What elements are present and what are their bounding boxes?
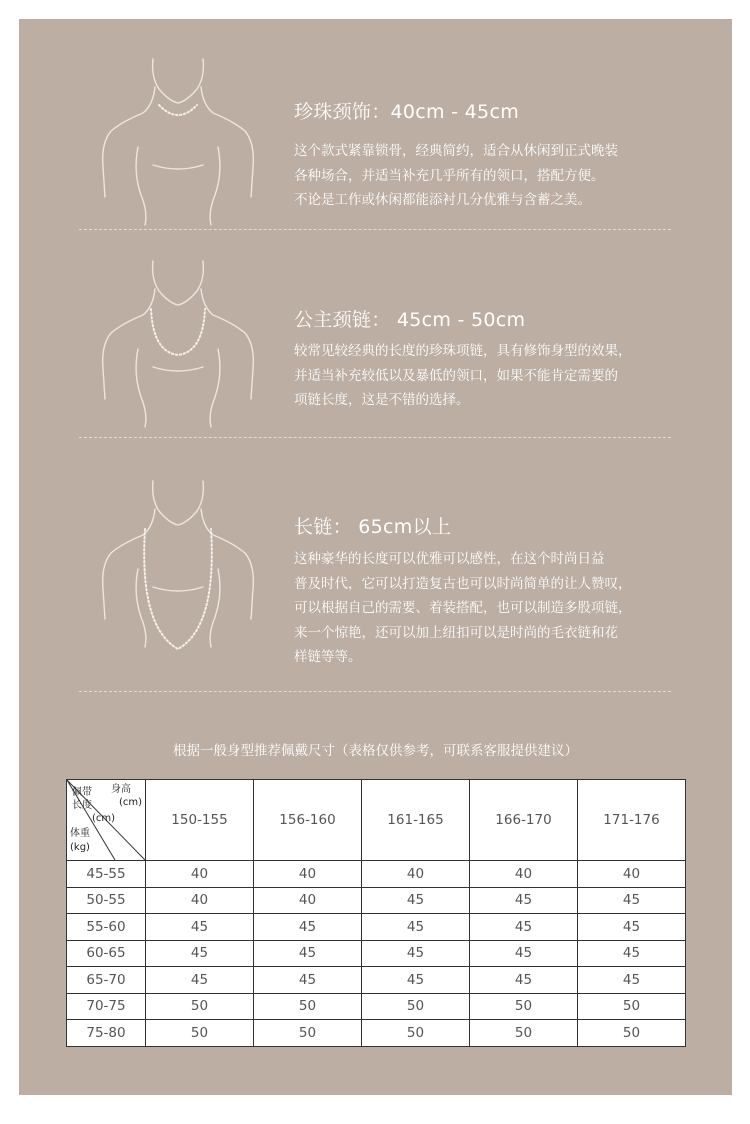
- table-cell: 40: [146, 861, 254, 888]
- table-cell: 40: [254, 887, 362, 914]
- height-column-header: 161-165: [362, 780, 470, 861]
- weight-row-label: 50-55: [67, 887, 146, 914]
- section-princess: [19, 257, 732, 447]
- table-row: [67, 887, 686, 914]
- table-cell: 50: [362, 993, 470, 1020]
- section-divider: [79, 437, 671, 438]
- weight-row-label: 65-70: [67, 967, 146, 994]
- table-row: [67, 914, 686, 941]
- table-corner-cell: [67, 780, 146, 861]
- height-column-header: 150-155: [146, 780, 254, 861]
- table-cell: 50: [146, 1020, 254, 1047]
- table-row: [67, 1020, 686, 1047]
- table-cell: 50: [146, 993, 254, 1020]
- table-cell: 40: [146, 887, 254, 914]
- table-cell: 40: [578, 861, 686, 888]
- table-cell: 45: [146, 914, 254, 941]
- section-description: [294, 547, 674, 670]
- size-guide-panel: [19, 19, 732, 1095]
- size-table: [66, 779, 686, 1047]
- description-line: 不论是工作或休闲都能添衬几分优雅与含蓄之美。: [294, 192, 591, 208]
- table-cell: 50: [470, 993, 578, 1020]
- table-cell: 45: [146, 940, 254, 967]
- description-line: 普及时代，它可以打造复古也可以时尚简单的让人赞叹，: [294, 575, 632, 592]
- corner-length-label: 佩带长度: [72, 787, 92, 811]
- table-cell: 50: [254, 993, 362, 1020]
- table-cell: 45: [362, 967, 470, 994]
- table-row: [67, 861, 686, 888]
- table-cell: 50: [578, 1020, 686, 1047]
- table-cell: 40: [362, 861, 470, 888]
- table-cell: 45: [470, 914, 578, 941]
- description-line: 各种场合，并适当补充几乎所有的领口，搭配方便。: [294, 167, 605, 184]
- table-cell: 45: [254, 940, 362, 967]
- description-line: 样链等等。: [294, 649, 362, 665]
- table-cell: 45: [362, 914, 470, 941]
- table-cell: 45: [578, 967, 686, 994]
- table-cell: 45: [578, 940, 686, 967]
- corner-height-unit: (cm): [119, 797, 143, 808]
- weight-row-label: 75-80: [67, 1020, 146, 1047]
- height-column-header: 156-160: [254, 780, 362, 861]
- table-cell: 50: [254, 1020, 362, 1047]
- description-line: 较常见较经典的长度的珍珠项链，具有修饰身型的效果，: [294, 343, 632, 359]
- corner-weight-label: 体重: [70, 828, 90, 839]
- weight-row-label: 45-55: [67, 861, 146, 888]
- table-cell: 40: [470, 861, 578, 888]
- table-cell: 50: [578, 993, 686, 1020]
- section-divider: [79, 691, 671, 692]
- table-cell: 40: [254, 861, 362, 888]
- table-cell: 45: [254, 967, 362, 994]
- section-title: 长链： 65cm以上: [294, 516, 452, 538]
- section-title: 珍珠颈饰：40cm - 45cm: [294, 101, 519, 123]
- table-cell: 45: [470, 940, 578, 967]
- description-line: 可以根据自己的需要、着装搭配，也可以制造多股项链，: [294, 600, 632, 616]
- height-column-header: 171-176: [578, 780, 686, 861]
- description-line: 并适当补充较低以及暴低的领口，如果不能肯定需要的: [294, 367, 618, 384]
- weight-row-label: 60-65: [67, 940, 146, 967]
- table-cell: 50: [362, 1020, 470, 1047]
- table-cell: 45: [254, 914, 362, 941]
- table-row: [67, 940, 686, 967]
- table-cell: 45: [146, 967, 254, 994]
- table-cell: 45: [362, 940, 470, 967]
- table-header-row: [67, 780, 686, 861]
- description-line: 这种豪华的长度可以优雅可以感性，在这个时尚日益: [294, 551, 605, 567]
- section-long-chain: [19, 477, 732, 697]
- corner-weight-unit: (kg): [70, 842, 90, 853]
- height-column-header: 166-170: [470, 780, 578, 861]
- table-cell: 45: [578, 887, 686, 914]
- necklace-princess-figure-icon: [93, 257, 263, 437]
- table-cell: 45: [470, 967, 578, 994]
- weight-row-label: 55-60: [67, 914, 146, 941]
- section-description: [294, 139, 674, 213]
- table-row: [67, 993, 686, 1020]
- table-cell: 45: [470, 887, 578, 914]
- table-cell: 50: [470, 1020, 578, 1047]
- table-caption: 根据一般身型推荐佩戴尺寸（表格仅供参考，可联系客服提供建议）: [173, 743, 578, 759]
- section-choker: [19, 47, 732, 237]
- section-description: [294, 339, 674, 413]
- description-line: 来一个惊艳，还可以加上纽扣可以是时尚的毛衣链和花: [294, 624, 618, 641]
- table-row: [67, 967, 686, 994]
- corner-length-unit: (cm): [92, 813, 116, 824]
- description-line: 项链长度，这是不错的选择。: [294, 392, 470, 408]
- section-divider: [79, 229, 671, 230]
- corner-height-label: 身高: [111, 784, 131, 795]
- table-cell: 45: [578, 914, 686, 941]
- necklace-long-chain-figure-icon: [93, 477, 263, 657]
- weight-row-label: 70-75: [67, 993, 146, 1020]
- description-line: 这个款式紧靠锁骨，经典简约，适合从休闲到正式晚装: [294, 143, 618, 159]
- table-cell: 45: [362, 887, 470, 914]
- section-title: 公主颈链： 45cm - 50cm: [294, 309, 526, 331]
- necklace-choker-figure-icon: [93, 47, 263, 227]
